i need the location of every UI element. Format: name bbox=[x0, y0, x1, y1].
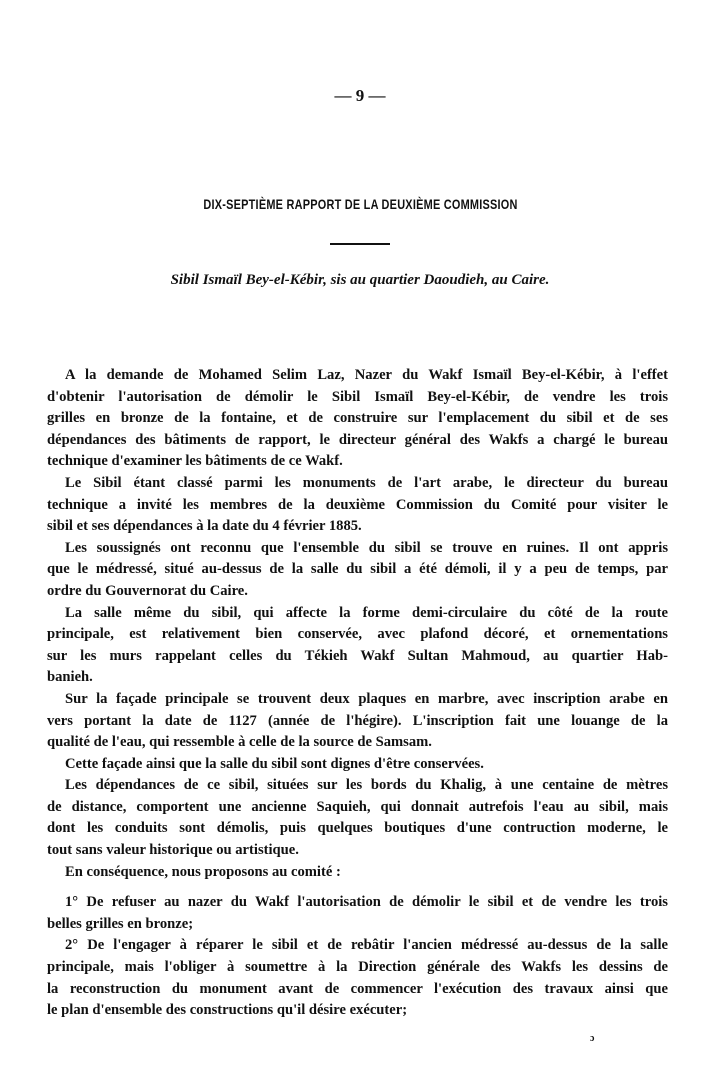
paragraph-line: sibil et ses dépendances à la date du 4 février 1885. bbox=[47, 518, 362, 535]
report-subtitle: Sibil Ismaïl Bey-el-Kébir, sis au quartier Daoudieh, au Caire. bbox=[170, 272, 550, 288]
paragraph-line: dépendances des bâtiments de rapport, le directeur général des Wakfs a chargé le bureau bbox=[47, 431, 668, 448]
paragraph-line: sur les murs rappelant celles du Tékieh Wakf Sultan Mahmoud, au quartier Hab- bbox=[47, 647, 668, 664]
report-body bbox=[47, 365, 668, 1022]
paragraph-line: d'obtenir l'autorisation de démolir le Sibil Ismaïl Bey-el-Kébir, de vendre les trois bbox=[47, 388, 668, 405]
paragraph-line: Sur la façade principale se trouvent deux plaques en marbre, avec inscription arabe en bbox=[65, 690, 668, 707]
paragraph-line: le plan d'ensemble des constructions qu'il désire exécuter; bbox=[47, 1002, 408, 1019]
paragraph bbox=[47, 892, 668, 935]
paragraph-gap bbox=[47, 883, 668, 892]
paragraph-line: Cette façade ainsi que la salle du sibil sont dignes d'être conservées. bbox=[65, 755, 484, 772]
title-divider bbox=[330, 243, 390, 245]
paragraph-line: ordre du Gouvernorat du Caire. bbox=[47, 582, 248, 599]
paragraph-line: A la demande de Mohamed Selim Laz, Nazer du Wakf Ismaïl Bey-el-Kébir, à l'effet bbox=[65, 367, 668, 383]
paragraph-line: dont les conduits sont démolis, puis quelques boutiques d'une contruction moderne, le bbox=[47, 820, 668, 837]
paragraph-line: de distance, comportent une ancienne Saquieh, qui donnait autrefois l'eau au sibil, mais bbox=[47, 798, 668, 815]
paragraph bbox=[47, 775, 668, 861]
paragraph-line: En conséquence, nous proposons au comité : bbox=[65, 863, 341, 880]
paragraph bbox=[47, 473, 668, 538]
signature-mark: ɔ bbox=[590, 1033, 595, 1044]
paragraph-line: 1° De refuser au nazer du Wakf l'autorisation de démolir le sibil et de vendre les trois bbox=[65, 894, 668, 911]
paragraph-line: qualité de l'eau, qui ressemble à celle de la source de Samsam. bbox=[47, 734, 432, 751]
paragraph-line: banieh. bbox=[47, 669, 93, 686]
paragraph bbox=[47, 365, 668, 473]
paragraph bbox=[47, 689, 668, 754]
paragraph-line: belles grilles en bronze; bbox=[47, 915, 194, 932]
paragraph-line: 2° De l'engager à réparer le sibil et de rebâtir l'ancien médressé au-dessus de la salle bbox=[65, 937, 668, 954]
paragraph bbox=[47, 603, 668, 689]
paragraph-line: technique a invité les membres de la deuxième Commission du Comité pour visiter le bbox=[47, 496, 668, 513]
paragraph-line: que le médressé, situé au-dessus de la salle du sibil a été démoli, il y a peu de temps, par bbox=[47, 561, 668, 578]
paragraph-line: Le Sibil étant classé parmi les monuments de l'art arabe, le directeur du bureau bbox=[65, 474, 668, 491]
page-number: — 9 — bbox=[334, 86, 386, 105]
paragraph-line: principale, mais l'obliger à soumettre à la Direction générale des Wakfs les dessins de bbox=[47, 959, 668, 976]
paragraph bbox=[47, 862, 668, 884]
paragraph-line: Les soussignés ont reconnu que l'ensemble du sibil se trouve en ruines. Il ont appris bbox=[65, 539, 668, 556]
paragraph-line: vers portant la date de 1127 (année de l'hégire). L'inscription fait une louange de la bbox=[47, 712, 668, 729]
paragraph bbox=[47, 754, 668, 776]
paragraph-line: principale, est relativement bien conservée, avec plafond décoré, et ornementations bbox=[47, 626, 668, 643]
paragraph bbox=[47, 538, 668, 603]
report-title bbox=[0, 196, 720, 214]
paragraph-line: grilles en bronze de la fontaine, et de construire sur l'emplacement du sibil et de ses bbox=[47, 410, 668, 427]
paragraph-line: La salle même du sibil, qui affecte la forme demi-circulaire du côté de la route bbox=[65, 604, 668, 621]
paragraph-line: tout sans valeur historique ou artistique. bbox=[47, 842, 299, 859]
paragraph-line: la reconstruction du monument avant de commencer l'exécution des travaux ainsi que bbox=[47, 980, 668, 997]
paragraph-line: technique d'examiner les bâtiments de ce Wakf. bbox=[47, 453, 343, 470]
paragraph bbox=[47, 935, 668, 1021]
report-title-text: DIX-SEPTIÈME RAPPORT DE LA DEUXIÈME COMMISSION bbox=[202, 196, 518, 212]
paragraph-line: Les dépendances de ce sibil, situées sur les bords du Khalig, à une centaine de mètres bbox=[65, 777, 668, 794]
